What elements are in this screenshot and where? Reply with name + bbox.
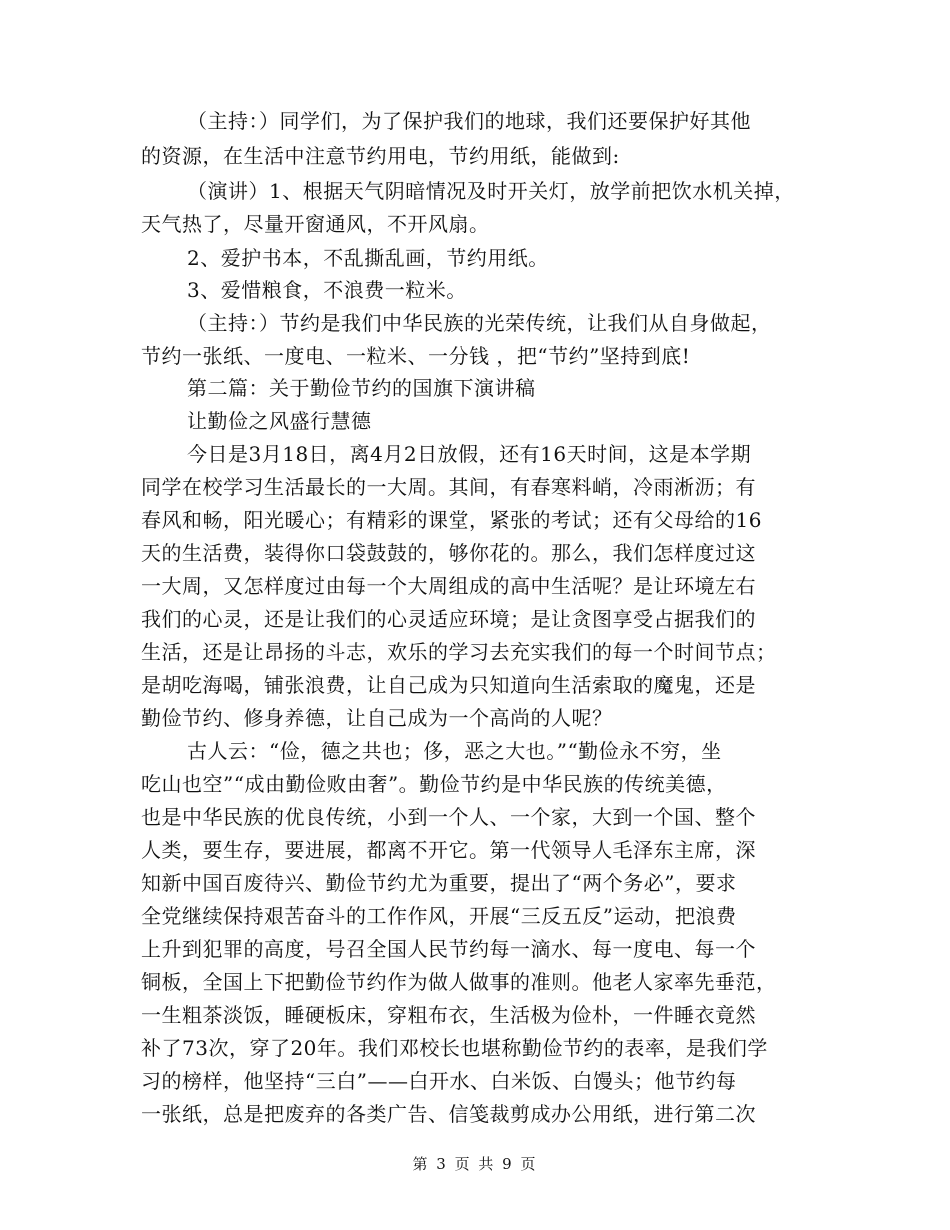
text-line: （演讲）1、根据天气阴暗情况及时开关灯，放学前把饮水机关掉， bbox=[187, 179, 795, 203]
text-line: 我们的心灵，还是让我们的心灵适应环境；是让贪图享受占据我们的 bbox=[141, 607, 756, 631]
section-subtitle: 让勤俭之风盛行慧德 bbox=[187, 409, 372, 433]
text-line: 天的生活费，装得你口袋鼓鼓的，够你花的。那么，我们怎样度过这 bbox=[141, 541, 756, 565]
text-line: 同学在校学习生活最长的一大周。其间，有春寒料峭，冷雨淅沥；有 bbox=[141, 475, 756, 499]
text-line: 节约一张纸、一度电、一粒米、一分钱 ，把“节约”坚持到底! bbox=[141, 344, 691, 368]
text-line: （主持：）同学们，为了保护我们的地球，我们还要保护好其他 bbox=[187, 109, 751, 133]
text-line: 人类，要生存，要进展，都离不开它。第一代领导人毛泽东主席，深 bbox=[141, 838, 756, 862]
text-line: 2、爱护书本，不乱撕乱画，节约用纸。 bbox=[187, 246, 549, 270]
text-line: 吃山也空”“成由勤俭败由奢”。勤俭节约是中华民族的传统美德， bbox=[141, 772, 727, 796]
text-line: 上升到犯罪的高度，号召全国人民节约每一滴水、每一度电、每一个 bbox=[141, 937, 756, 961]
text-line: 知新中国百废待兴、勤俭节约尤为重要，提出了“两个务必”，要求 bbox=[141, 871, 737, 895]
text-line: 的资源，在生活中注意节约用电，节约用纸，能做到: bbox=[141, 144, 620, 168]
text-line: 天气热了，尽量开窗通风，不开风扇。 bbox=[141, 212, 490, 236]
text-line: 春风和畅，阳光暖心；有精彩的课堂，紧张的考试；还有父母给的16 bbox=[141, 508, 762, 532]
text-line: 一生粗茶淡饭，睡硬板床，穿粗布衣，生活极为俭朴，一件睡衣竟然 bbox=[141, 1003, 756, 1027]
text-line: 习的榜样，他坚持“三白”——白开水、白米饭、白馒头；他节约每 bbox=[141, 1069, 737, 1093]
page-footer: 第 3 页 共 9 页 bbox=[412, 1155, 538, 1173]
section-heading: 第二篇：关于勤俭节约的国旗下演讲稿 bbox=[187, 376, 536, 400]
text-line: 是胡吃海喝，铺张浪费，让自己成为只知道向生活索取的魔鬼，还是 bbox=[141, 673, 756, 697]
text-line: 铜板，全国上下把勤俭节约作为做人做事的准则。他老人家率先垂范， bbox=[141, 970, 777, 994]
text-line: 3、爱惜粮食，不浪费一粒米。 bbox=[187, 278, 467, 302]
text-line: 一张纸，总是把废弃的各类广告、信笺裁剪成办公用纸，进行第二次 bbox=[141, 1102, 756, 1126]
text-line: 也是中华民族的优良传统，小到一个人、一个家，大到一个国、整个 bbox=[141, 805, 756, 829]
text-line: 全党继续保持艰苦奋斗的工作作风，开展“三反五反”运动，把浪费 bbox=[141, 904, 737, 928]
text-line: 一大周，又怎样度过由每一个大周组成的高中生活呢？是让环境左右 bbox=[141, 574, 756, 598]
text-line: 古人云：“俭，德之共也；侈，恶之大也。”“勤俭永不穷，坐 bbox=[187, 739, 722, 763]
text-line: 今日是3月18日，离4月2日放假，还有16天时间，这是本学期 bbox=[187, 442, 752, 466]
text-line: 补了73次，穿了20年。我们邓校长也堪称勤俭节约的表率，是我们学 bbox=[141, 1036, 768, 1060]
text-line: 生活，还是让昂扬的斗志，欢乐的学习去充实我们的每一个时间节点； bbox=[141, 640, 777, 664]
text-line: 勤俭节约、修身养德，让自己成为一个高尚的人呢？ bbox=[141, 706, 613, 730]
text-line: （主持：）节约是我们中华民族的光荣传统，让我们从自身做起， bbox=[187, 311, 772, 335]
